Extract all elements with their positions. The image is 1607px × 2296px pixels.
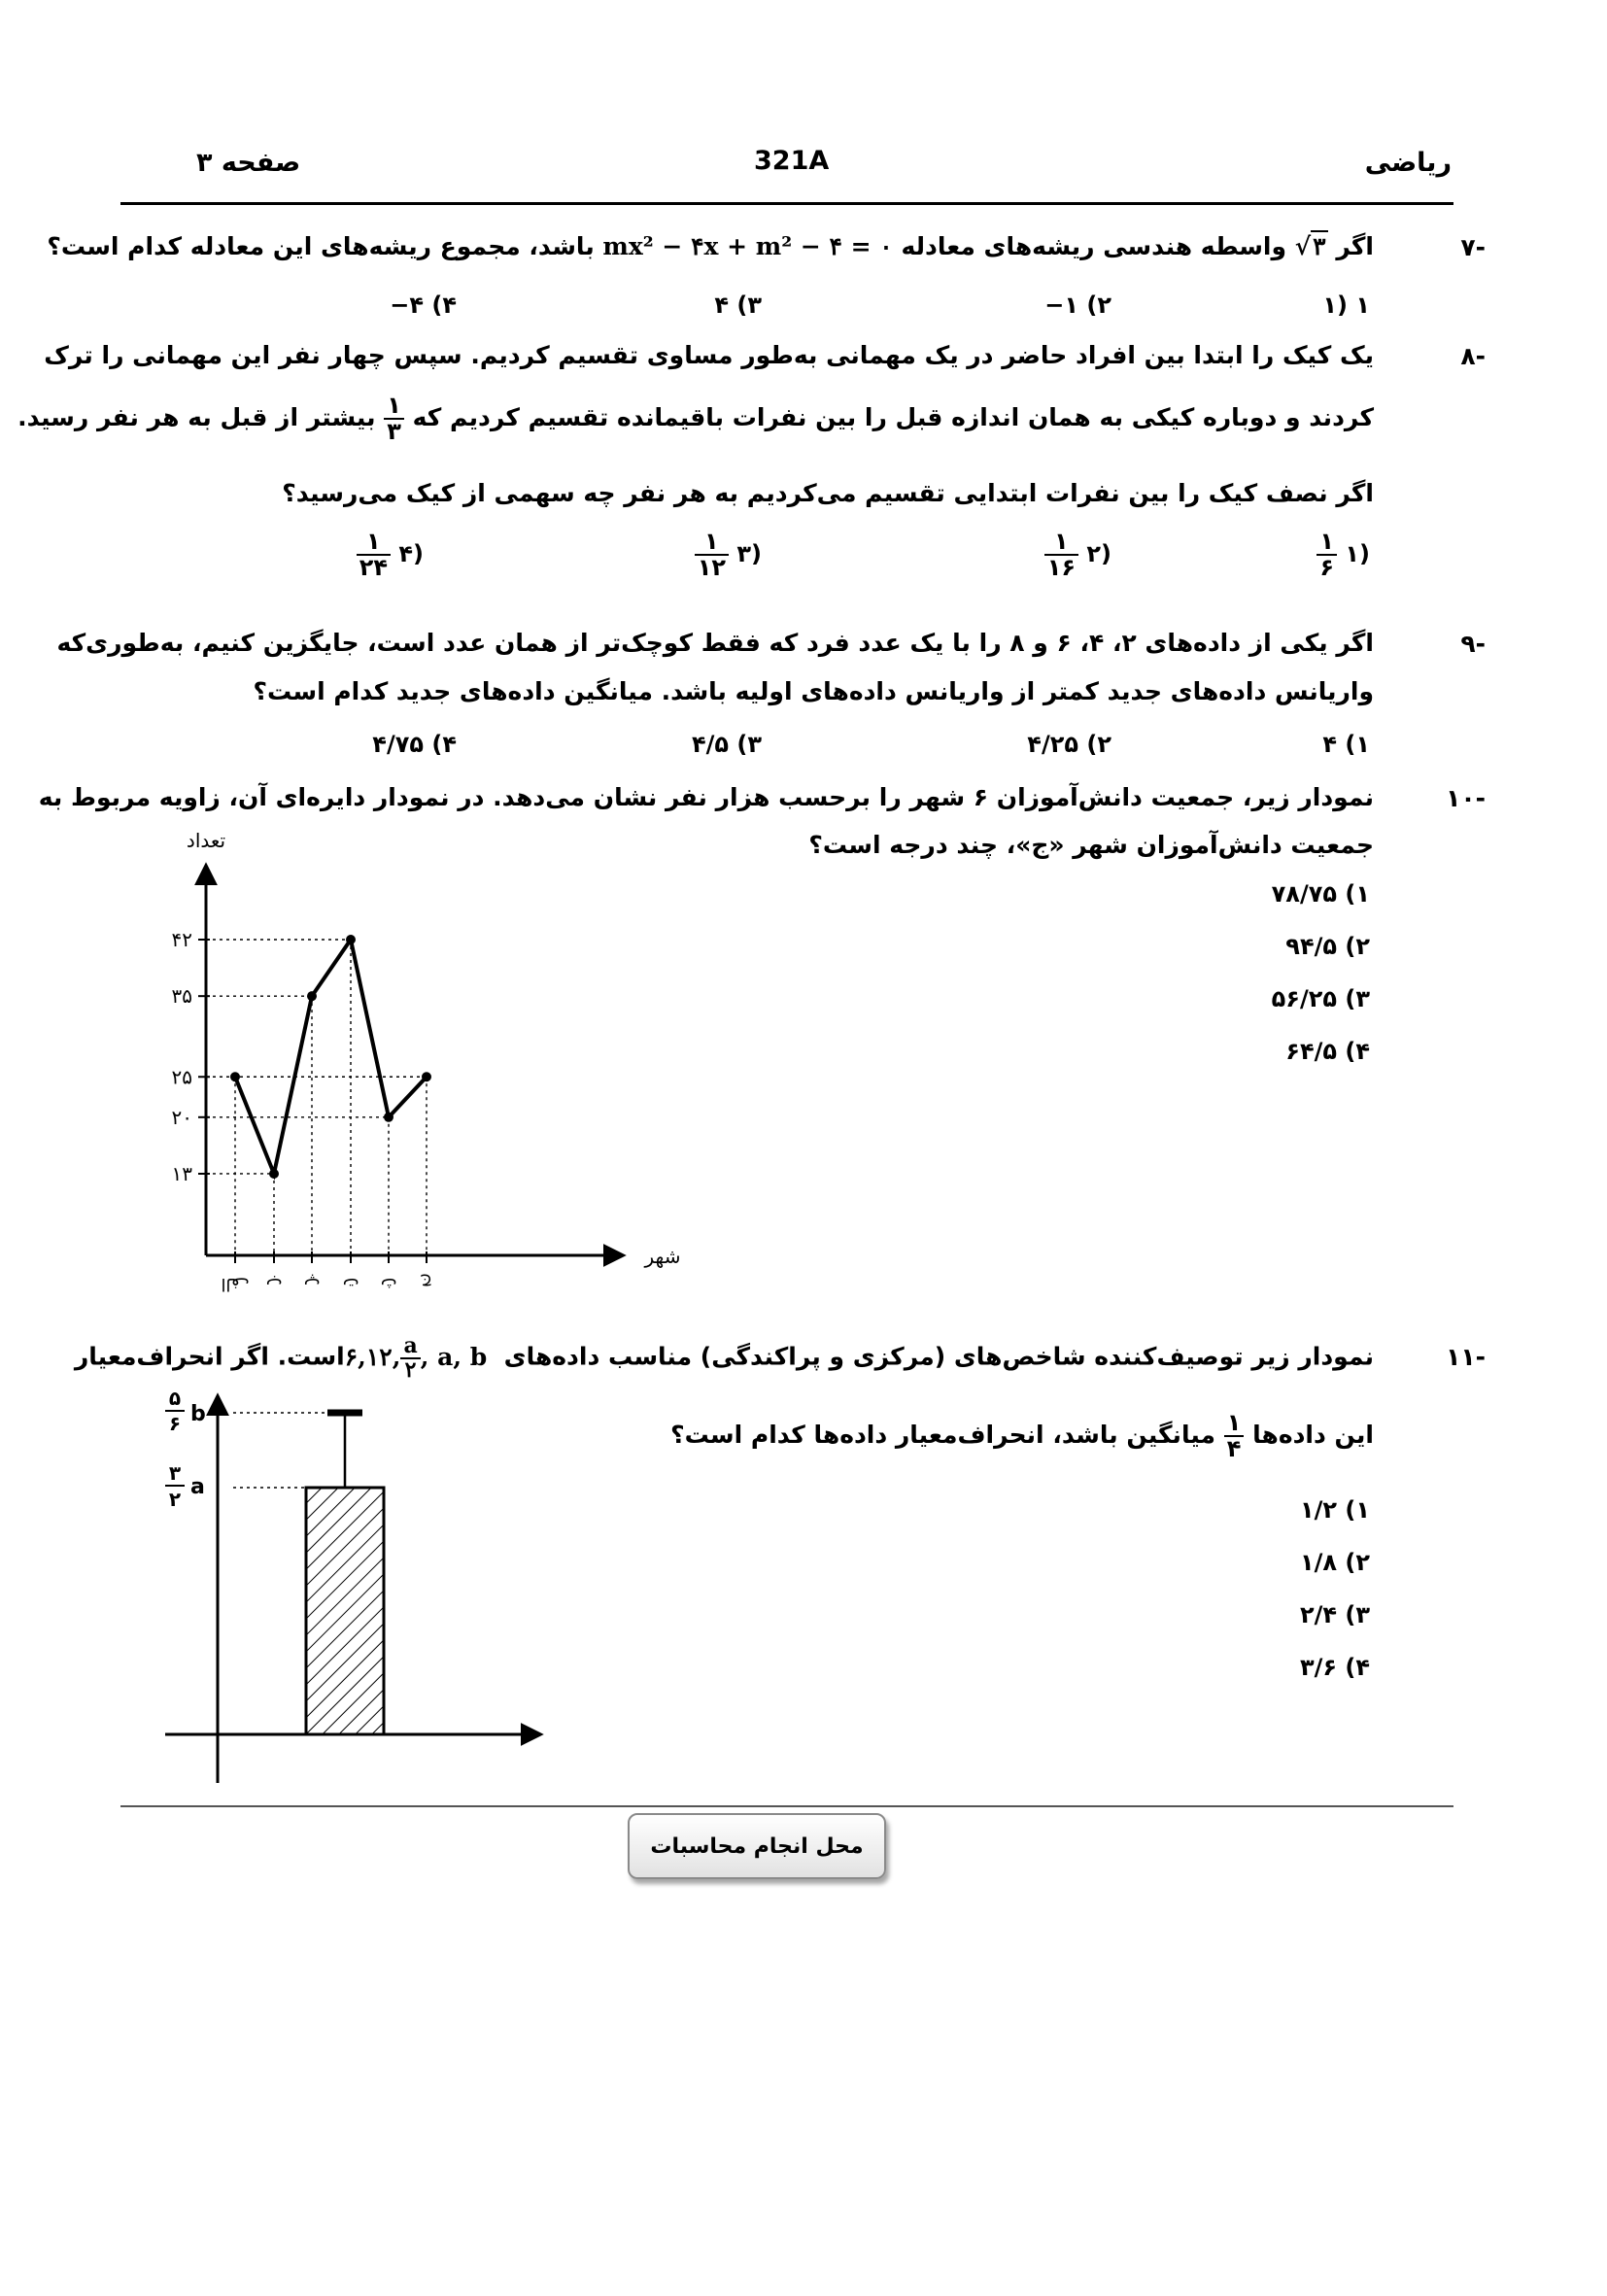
q11-line-1b: است. اگر انحراف‌معیار xyxy=(74,1342,345,1371)
q8-option-2-frac xyxy=(1044,530,1078,580)
q10-line-chart xyxy=(146,826,700,1312)
x-category-labels xyxy=(221,1251,431,1294)
q7-text-c: باشد، مجموع ریشه‌های این معادله کدام است؟ xyxy=(47,232,595,260)
q7-option-3[interactable]: ۳) ۴ xyxy=(714,291,762,319)
x-category-label: ث xyxy=(380,1274,397,1294)
q7-option-2[interactable]: ۲) ۱− xyxy=(1044,291,1111,319)
q11-data-frac xyxy=(400,1335,420,1382)
y-tick-label: ۱۳ xyxy=(171,1161,192,1185)
footer-rule xyxy=(120,1805,1453,1807)
q8-option-1-label: (۱ xyxy=(1345,540,1370,568)
q8-fraction-den: ۳ xyxy=(387,418,401,446)
bar-label-var: a xyxy=(190,1475,205,1499)
data-point xyxy=(422,1072,431,1081)
q11-option-3[interactable]: ۳) ۲/۴ xyxy=(1299,1601,1370,1628)
q9-option-2[interactable]: ۲) ۴/۲۵ xyxy=(1027,731,1111,758)
q7-sqrt-arg: ۳ xyxy=(1313,232,1326,260)
exam-code: 321A xyxy=(754,146,830,176)
q8-option-3-den: ۱۲ xyxy=(697,554,727,582)
q11-option-1[interactable]: ۱) ۱/۲ xyxy=(1299,1496,1370,1524)
q8-option-3-frac xyxy=(695,530,729,580)
header-rule xyxy=(120,202,1453,205)
q8-fraction xyxy=(384,394,404,444)
q8-line-2b: بیشتر از قبل به هر نفر رسید. xyxy=(17,403,376,432)
q8-line-2a: کردند و دوباره کیکی به همان اندازه قبل را بین نفرات باقیمانده تقسیم کردیم که xyxy=(412,403,1374,432)
page-number: صفحه ۳ xyxy=(196,148,301,178)
errbar-label-den: ۶ xyxy=(168,1412,182,1435)
q8-number: -۸ xyxy=(1460,342,1486,370)
data-point xyxy=(269,1169,279,1179)
q10-option-4[interactable]: ۴) ۶۴/۵ xyxy=(1285,1038,1370,1065)
q8-option-3-label: (۳ xyxy=(736,540,762,568)
q8-option-1-den: ۶ xyxy=(1319,554,1335,582)
q10-line-2: جمعیت دانش‌آموزان شهر «ج»، چند درجه است؟ xyxy=(808,831,1374,859)
q11-option-4[interactable]: ۴) ۳/۶ xyxy=(1299,1654,1370,1681)
q8-line-1: یک کیک را ابتدا بین افراد حاضر در یک مهمانی به‌طور مساوی تقسیم کردیم. سپس چهار نفر این مهمانی را ترک xyxy=(44,341,1374,369)
q10-option-3[interactable]: ۳) ۵۶/۲۵ xyxy=(1271,985,1370,1012)
q11-option-2[interactable]: ۲) ۱/۸ xyxy=(1299,1549,1370,1576)
q8-option-2-label: (۲ xyxy=(1086,540,1111,568)
q8-option-2-num: ۱ xyxy=(1044,530,1078,556)
q10-number: -۱۰ xyxy=(1446,784,1486,812)
q11-fraction-den: ۴ xyxy=(1226,1435,1242,1463)
q11-data-expr-tail: , a, b xyxy=(420,1342,488,1371)
q9-option-3[interactable]: ۳) ۴/۵ xyxy=(691,731,762,758)
q8-line-3: اگر نصف کیک را بین نفرات ابتدایی تقسیم می‌کردیم به هر نفر چه سهمی از کیک می‌رسید؟ xyxy=(282,479,1374,507)
q11-number: -۱۱ xyxy=(1446,1343,1486,1371)
mean-bar xyxy=(306,1488,384,1734)
q8-option-1-num: ۱ xyxy=(1316,530,1337,556)
q10-line-1: نمودار زیر، جمعیت دانش‌آموزان ۶ شهر را برحسب هزار نفر نشان می‌دهد. در نمودار دایره‌ای آن، زاویه مربوط به xyxy=(38,783,1374,811)
x-category-label: ب xyxy=(265,1274,283,1294)
data-point xyxy=(346,935,356,944)
q8-option-1-frac xyxy=(1316,530,1337,580)
q8-option-1[interactable] xyxy=(1316,530,1370,580)
x-category-label: ج xyxy=(421,1274,432,1294)
x-axis-label: شهر xyxy=(644,1245,681,1268)
q11-data-frac-num: a xyxy=(400,1335,420,1359)
q8-option-3-num: ۱ xyxy=(695,530,729,556)
q10-option-2[interactable]: ۲) ۹۴/۵ xyxy=(1285,933,1370,960)
x-category-label: پ xyxy=(303,1274,321,1294)
q7-sqrt: √۳ xyxy=(1294,232,1326,260)
y-tick-label: ۴۲ xyxy=(171,928,192,951)
errbar-label-var: b xyxy=(190,1402,206,1426)
q7-equation: mx² − ۴x + m² − ۴ = ۰ xyxy=(602,232,893,260)
q8-option-2[interactable] xyxy=(1044,530,1111,580)
q11-line-2a: این داده‌ها xyxy=(1252,1421,1374,1450)
y-tick-label: ۲۰ xyxy=(171,1105,192,1129)
q9-line-1: اگر یکی از داده‌های ۲، ۴، ۶ و ۸ را با یک عدد فرد که فقط کوچک‌تر از همان عدد است، جایگزین کنیم، به‌طوری‌که xyxy=(56,629,1374,657)
q8-option-4-den: ۲۴ xyxy=(359,554,389,582)
q11-data-expr-head: ۶,۱۲, xyxy=(344,1342,401,1371)
q11-line-2b: میانگین باشد، انحراف‌معیار داده‌ها کدام است؟ xyxy=(670,1421,1216,1450)
q11-data-frac-den: ۲ xyxy=(404,1357,417,1384)
q8-line-2 xyxy=(17,394,1374,444)
x-category-label: الف xyxy=(221,1274,250,1294)
q11-line-1 xyxy=(75,1335,1374,1382)
scratch-area-button[interactable]: محل انجام محاسبات xyxy=(628,1813,886,1879)
q7-option-4[interactable]: ۴) ۴− xyxy=(390,291,457,319)
y-tick-label: ۳۵ xyxy=(171,984,192,1009)
bar-label-num: ۳ xyxy=(168,1461,182,1485)
q9-option-4[interactable]: ۴) ۴/۷۵ xyxy=(372,731,457,758)
q7-text-a: اگر xyxy=(1336,232,1374,260)
q8-fraction-num: ۱ xyxy=(384,394,404,420)
series-line xyxy=(235,940,427,1174)
y-tick-label: ۲۵ xyxy=(171,1065,192,1089)
q8-option-4[interactable] xyxy=(357,530,424,580)
data-point xyxy=(384,1113,393,1122)
subject-title: ریاضی xyxy=(1364,148,1452,178)
q11-line-1a: نمودار زیر توصیف‌کننده شاخص‌های (مرکزی و پراکندگی) مناسب داده‌های xyxy=(503,1342,1374,1371)
q7-text-b: واسطه هندسی ریشه‌های معادله xyxy=(901,232,1287,260)
x-category-label: ت xyxy=(342,1274,359,1294)
q11-line-2 xyxy=(670,1411,1374,1461)
q11-fraction-num: ۱ xyxy=(1224,1411,1245,1437)
q7-option-1[interactable]: ۱ (۱ xyxy=(1322,291,1370,319)
q11-data-expr xyxy=(344,1333,496,1384)
q11-fraction xyxy=(1224,1411,1245,1461)
bar-label-den: ۲ xyxy=(168,1488,182,1511)
q7-number: -۷ xyxy=(1460,233,1486,261)
q9-number: -۹ xyxy=(1460,630,1486,658)
errbar-label-num: ۵ xyxy=(168,1389,182,1410)
q7-text xyxy=(47,229,1374,264)
q11-bar-chart xyxy=(155,1389,564,1788)
q8-option-4-label: (۴ xyxy=(398,540,424,568)
q9-line-2: واریانس داده‌های جدید کمتر از واریانس داده‌های اولیه باشد. میانگین داده‌های جدید کدام است؟ xyxy=(253,677,1374,705)
data-point xyxy=(307,991,317,1001)
q10-option-1[interactable]: ۱) ۷۸/۷۵ xyxy=(1271,880,1370,908)
y-ticks xyxy=(172,928,210,1185)
q8-option-4-frac xyxy=(357,530,391,580)
q8-option-4-num: ۱ xyxy=(357,530,391,556)
y-axis-label: تعداد xyxy=(186,829,226,852)
q9-option-1[interactable]: ۱) ۴ xyxy=(1322,731,1370,758)
data-point xyxy=(230,1072,240,1081)
q8-option-3[interactable] xyxy=(695,530,762,580)
q8-option-2-den: ۱۶ xyxy=(1046,554,1077,582)
